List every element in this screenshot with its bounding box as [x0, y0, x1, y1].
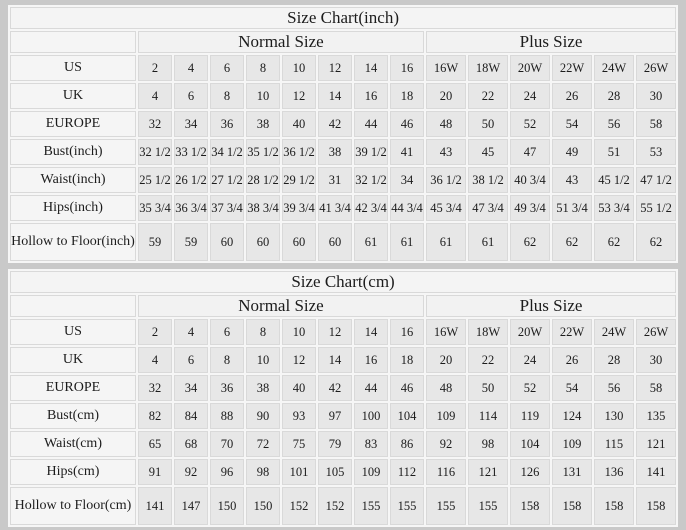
size-value-cell: 45 3/4	[426, 195, 466, 221]
group-header-plus-size: Plus Size	[426, 31, 676, 53]
row-label: Hollow to Floor(inch)	[10, 223, 136, 261]
size-value-cell: 147	[174, 487, 208, 525]
size-value-cell: 20W	[510, 319, 550, 345]
size-value-cell: 10	[282, 55, 316, 81]
size-value-cell: 44	[354, 375, 388, 401]
size-value-cell: 46	[390, 375, 424, 401]
size-value-cell: 8	[210, 347, 244, 373]
size-value-cell: 58	[636, 111, 676, 137]
size-value-cell: 79	[318, 431, 352, 457]
size-value-cell: 2	[138, 55, 172, 81]
table-row	[10, 223, 676, 261]
group-header-plus-size: Plus Size	[426, 295, 676, 317]
size-value-cell: 53 3/4	[594, 195, 634, 221]
size-value-cell: 96	[210, 459, 244, 485]
size-value-cell: 70	[210, 431, 244, 457]
size-value-cell: 12	[282, 347, 316, 373]
size-value-cell: 72	[246, 431, 280, 457]
group-header-row	[10, 295, 676, 317]
size-value-cell: 98	[468, 431, 508, 457]
size-value-cell: 18	[390, 347, 424, 373]
size-value-cell: 45	[468, 139, 508, 165]
size-value-cell: 24W	[594, 55, 634, 81]
size-value-cell: 155	[354, 487, 388, 525]
size-value-cell: 26 1/2	[174, 167, 208, 193]
size-value-cell: 61	[390, 223, 424, 261]
size-value-cell: 4	[174, 319, 208, 345]
size-value-cell: 24W	[594, 319, 634, 345]
row-label: Waist(cm)	[10, 431, 136, 457]
size-value-cell: 26W	[636, 319, 676, 345]
size-value-cell: 16W	[426, 319, 466, 345]
size-value-cell: 10	[282, 319, 316, 345]
size-value-cell: 25 1/2	[138, 167, 172, 193]
size-value-cell: 40	[282, 375, 316, 401]
size-value-cell: 44 3/4	[390, 195, 424, 221]
size-value-cell: 97	[318, 403, 352, 429]
size-value-cell: 61	[468, 223, 508, 261]
size-value-cell: 41	[390, 139, 424, 165]
size-value-cell: 18	[390, 83, 424, 109]
size-value-cell: 135	[636, 403, 676, 429]
size-value-cell: 62	[552, 223, 592, 261]
size-value-cell: 36 1/2	[426, 167, 466, 193]
table-row	[10, 347, 676, 373]
size-value-cell: 105	[318, 459, 352, 485]
size-value-cell: 104	[510, 431, 550, 457]
size-value-cell: 47 3/4	[468, 195, 508, 221]
size-value-cell: 16	[354, 83, 388, 109]
row-label: US	[10, 55, 136, 81]
size-value-cell: 10	[246, 83, 280, 109]
size-value-cell: 14	[354, 319, 388, 345]
row-label: UK	[10, 83, 136, 109]
row-label: Waist(inch)	[10, 167, 136, 193]
size-value-cell: 42	[318, 375, 352, 401]
size-value-cell: 141	[138, 487, 172, 525]
size-value-cell: 34	[174, 375, 208, 401]
size-value-cell: 52	[510, 111, 550, 137]
size-value-cell: 152	[318, 487, 352, 525]
size-value-cell: 131	[552, 459, 592, 485]
size-value-cell: 60	[318, 223, 352, 261]
size-value-cell: 116	[426, 459, 466, 485]
group-header-row	[10, 31, 676, 53]
size-value-cell: 92	[426, 431, 466, 457]
size-value-cell: 47	[510, 139, 550, 165]
size-value-cell: 56	[594, 375, 634, 401]
row-label: Hollow to Floor(cm)	[10, 487, 136, 525]
size-value-cell: 2	[138, 319, 172, 345]
size-value-cell: 16	[354, 347, 388, 373]
group-header-normal-size: Normal Size	[138, 295, 424, 317]
size-value-cell: 49 3/4	[510, 195, 550, 221]
title-row	[10, 271, 676, 293]
table-row	[10, 431, 676, 457]
size-value-cell: 60	[210, 223, 244, 261]
size-value-cell: 12	[282, 83, 316, 109]
size-value-cell: 18W	[468, 55, 508, 81]
row-label: EUROPE	[10, 375, 136, 401]
size-value-cell: 61	[354, 223, 388, 261]
row-label: UK	[10, 347, 136, 373]
size-value-cell: 61	[426, 223, 466, 261]
group-header-normal-size: Normal Size	[138, 31, 424, 53]
size-value-cell: 158	[510, 487, 550, 525]
size-value-cell: 4	[138, 83, 172, 109]
size-value-cell: 155	[426, 487, 466, 525]
size-value-cell: 35 3/4	[138, 195, 172, 221]
size-value-cell: 60	[246, 223, 280, 261]
size-value-cell: 26	[552, 83, 592, 109]
size-value-cell: 37 3/4	[210, 195, 244, 221]
size-value-cell: 6	[174, 347, 208, 373]
table-row	[10, 375, 676, 401]
table-title: Size Chart(inch)	[10, 7, 676, 29]
size-value-cell: 38	[246, 111, 280, 137]
table-row	[10, 459, 676, 485]
size-value-cell: 62	[594, 223, 634, 261]
table-row	[10, 403, 676, 429]
size-value-cell: 14	[318, 347, 352, 373]
size-value-cell: 58	[636, 375, 676, 401]
size-value-cell: 39 3/4	[282, 195, 316, 221]
size-value-cell: 27 1/2	[210, 167, 244, 193]
size-value-cell: 53	[636, 139, 676, 165]
size-value-cell: 158	[594, 487, 634, 525]
size-value-cell: 26	[552, 347, 592, 373]
size-value-cell: 109	[354, 459, 388, 485]
size-value-cell: 158	[636, 487, 676, 525]
size-value-cell: 155	[468, 487, 508, 525]
size-value-cell: 40	[282, 111, 316, 137]
size-value-cell: 62	[510, 223, 550, 261]
size-value-cell: 86	[390, 431, 424, 457]
size-value-cell: 32 1/2	[354, 167, 388, 193]
size-value-cell: 24	[510, 83, 550, 109]
row-label: Bust(inch)	[10, 139, 136, 165]
size-value-cell: 136	[594, 459, 634, 485]
size-value-cell: 22	[468, 83, 508, 109]
title-row	[10, 7, 676, 29]
table-row	[10, 139, 676, 165]
size-value-cell: 68	[174, 431, 208, 457]
size-value-cell: 60	[282, 223, 316, 261]
size-value-cell: 30	[636, 347, 676, 373]
size-value-cell: 47 1/2	[636, 167, 676, 193]
size-value-cell: 51 3/4	[552, 195, 592, 221]
size-value-cell: 22W	[552, 319, 592, 345]
table-row	[10, 83, 676, 109]
size-value-cell: 112	[390, 459, 424, 485]
size-value-cell: 59	[174, 223, 208, 261]
size-value-cell: 8	[246, 55, 280, 81]
size-value-cell: 14	[318, 83, 352, 109]
size-value-cell: 126	[510, 459, 550, 485]
size-value-cell: 8	[210, 83, 244, 109]
size-value-cell: 109	[552, 431, 592, 457]
size-value-cell: 34	[174, 111, 208, 137]
size-value-cell: 32 1/2	[138, 139, 172, 165]
size-value-cell: 42	[318, 111, 352, 137]
size-value-cell: 16W	[426, 55, 466, 81]
size-value-cell: 54	[552, 111, 592, 137]
size-value-cell: 59	[138, 223, 172, 261]
size-value-cell: 34	[390, 167, 424, 193]
size-value-cell: 42 3/4	[354, 195, 388, 221]
size-value-cell: 109	[426, 403, 466, 429]
size-value-cell: 100	[354, 403, 388, 429]
size-value-cell: 43	[552, 167, 592, 193]
table-row	[10, 55, 676, 81]
size-value-cell: 4	[138, 347, 172, 373]
size-value-cell: 28 1/2	[246, 167, 280, 193]
table-title: Size Chart(cm)	[10, 271, 676, 293]
size-value-cell: 35 1/2	[246, 139, 280, 165]
size-value-cell: 38 1/2	[468, 167, 508, 193]
size-value-cell: 20W	[510, 55, 550, 81]
size-value-cell: 38 3/4	[246, 195, 280, 221]
size-value-cell: 130	[594, 403, 634, 429]
size-value-cell: 38	[246, 375, 280, 401]
size-value-cell: 41 3/4	[318, 195, 352, 221]
size-value-cell: 45 1/2	[594, 167, 634, 193]
size-value-cell: 101	[282, 459, 316, 485]
row-label: Bust(cm)	[10, 403, 136, 429]
table-row	[10, 111, 676, 137]
size-value-cell: 22W	[552, 55, 592, 81]
size-value-cell: 92	[174, 459, 208, 485]
table-row	[10, 167, 676, 193]
size-value-cell: 119	[510, 403, 550, 429]
size-value-cell: 152	[282, 487, 316, 525]
size-value-cell: 115	[594, 431, 634, 457]
size-value-cell: 46	[390, 111, 424, 137]
size-value-cell: 16	[390, 319, 424, 345]
size-value-cell: 49	[552, 139, 592, 165]
size-chart-inch-table	[8, 5, 678, 263]
size-value-cell: 22	[468, 347, 508, 373]
row-label: US	[10, 319, 136, 345]
size-value-cell: 36 1/2	[282, 139, 316, 165]
size-value-cell: 6	[174, 83, 208, 109]
row-label: Hips(cm)	[10, 459, 136, 485]
size-value-cell: 150	[210, 487, 244, 525]
table-row	[10, 195, 676, 221]
size-value-cell: 48	[426, 111, 466, 137]
size-value-cell: 20	[426, 83, 466, 109]
size-value-cell: 33 1/2	[174, 139, 208, 165]
size-value-cell: 26W	[636, 55, 676, 81]
size-value-cell: 56	[594, 111, 634, 137]
size-value-cell: 28	[594, 83, 634, 109]
size-value-cell: 88	[210, 403, 244, 429]
size-value-cell: 28	[594, 347, 634, 373]
size-value-cell: 121	[468, 459, 508, 485]
size-value-cell: 155	[390, 487, 424, 525]
size-value-cell: 12	[318, 55, 352, 81]
size-value-cell: 6	[210, 55, 244, 81]
size-value-cell: 93	[282, 403, 316, 429]
size-value-cell: 10	[246, 347, 280, 373]
size-value-cell: 31	[318, 167, 352, 193]
size-value-cell: 84	[174, 403, 208, 429]
size-value-cell: 32	[138, 375, 172, 401]
size-value-cell: 50	[468, 375, 508, 401]
size-value-cell: 43	[426, 139, 466, 165]
size-value-cell: 91	[138, 459, 172, 485]
size-value-cell: 36	[210, 375, 244, 401]
size-value-cell: 36 3/4	[174, 195, 208, 221]
size-value-cell: 150	[246, 487, 280, 525]
size-value-cell: 51	[594, 139, 634, 165]
size-value-cell: 83	[354, 431, 388, 457]
size-value-cell: 34 1/2	[210, 139, 244, 165]
size-value-cell: 124	[552, 403, 592, 429]
size-value-cell: 82	[138, 403, 172, 429]
size-value-cell: 6	[210, 319, 244, 345]
size-value-cell: 16	[390, 55, 424, 81]
size-value-cell: 55 1/2	[636, 195, 676, 221]
size-value-cell: 50	[468, 111, 508, 137]
size-value-cell: 8	[246, 319, 280, 345]
size-value-cell: 104	[390, 403, 424, 429]
corner-cell	[10, 295, 136, 317]
size-value-cell: 48	[426, 375, 466, 401]
size-value-cell: 4	[174, 55, 208, 81]
size-value-cell: 52	[510, 375, 550, 401]
size-value-cell: 38	[318, 139, 352, 165]
size-value-cell: 29 1/2	[282, 167, 316, 193]
size-value-cell: 98	[246, 459, 280, 485]
size-value-cell: 40 3/4	[510, 167, 550, 193]
size-value-cell: 54	[552, 375, 592, 401]
size-value-cell: 20	[426, 347, 466, 373]
size-value-cell: 14	[354, 55, 388, 81]
size-value-cell: 44	[354, 111, 388, 137]
size-value-cell: 65	[138, 431, 172, 457]
size-value-cell: 62	[636, 223, 676, 261]
row-label: EUROPE	[10, 111, 136, 137]
size-chart-cm-table	[8, 269, 678, 527]
size-value-cell: 36	[210, 111, 244, 137]
size-value-cell: 121	[636, 431, 676, 457]
corner-cell	[10, 31, 136, 53]
size-value-cell: 18W	[468, 319, 508, 345]
size-value-cell: 32	[138, 111, 172, 137]
size-value-cell: 24	[510, 347, 550, 373]
size-value-cell: 30	[636, 83, 676, 109]
row-label: Hips(inch)	[10, 195, 136, 221]
size-value-cell: 114	[468, 403, 508, 429]
size-value-cell: 12	[318, 319, 352, 345]
table-row	[10, 319, 676, 345]
size-value-cell: 75	[282, 431, 316, 457]
size-value-cell: 39 1/2	[354, 139, 388, 165]
table-row	[10, 487, 676, 525]
size-value-cell: 141	[636, 459, 676, 485]
size-value-cell: 90	[246, 403, 280, 429]
size-value-cell: 158	[552, 487, 592, 525]
